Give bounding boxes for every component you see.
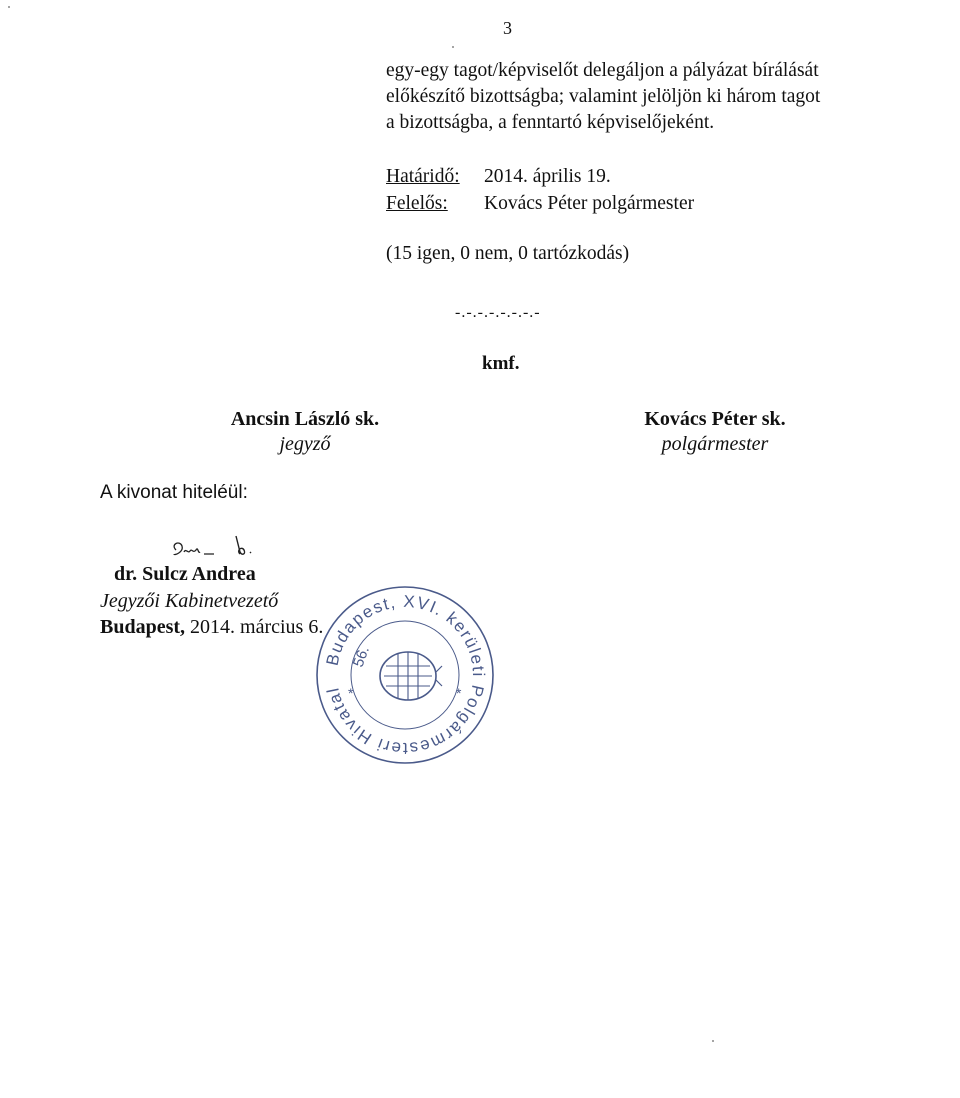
svg-text:56.: 56. (349, 643, 373, 670)
resolution-paragraph (386, 58, 926, 136)
deadline-row (386, 166, 611, 188)
authenticator-name: dr. Sulcz Andrea (114, 563, 256, 585)
authenticator-role: Jegyzői Kabinetvezető (100, 590, 279, 612)
paragraph-line: előkészítő bizottságba; valamint jelöljön ki három tagot (386, 86, 821, 107)
signer-role: polgármester (661, 433, 769, 455)
separator-line: -.-.-.-.-.-.-.- (455, 304, 541, 321)
paragraph-line: egy-egy tagot/képviselőt delegáljon a pályázat bírálását (386, 60, 819, 81)
place-text: Budapest, (100, 616, 186, 638)
authentication-label: A kivonat hiteléül: (100, 482, 248, 503)
official-stamp (310, 580, 500, 770)
scan-speck (712, 1040, 714, 1042)
deadline-label: Határidő: (386, 166, 460, 187)
svg-text:Budapest, XVI. kerületi Polgár: Budapest, XVI. kerületi Polgármesteri Hivatal (322, 591, 489, 759)
coat-of-arms-icon (380, 652, 442, 700)
scan-speck (452, 46, 454, 48)
responsible-value: Kovács Péter polgármester (484, 193, 695, 214)
signer-mayor (600, 408, 830, 456)
page-number: 3 (503, 18, 512, 38)
paragraph-line: a bizottságba, a fenntartó képviselőjeként. (386, 112, 715, 133)
authentication-place-date (100, 616, 323, 639)
deadline-value: 2014. április 19. (484, 166, 611, 187)
kmf-label: kmf. (482, 353, 520, 374)
signer-notary (190, 408, 420, 456)
handwritten-signature (160, 526, 270, 566)
svg-text:*: * (348, 685, 354, 701)
signer-role: jegyző (279, 433, 331, 455)
vote-result: (15 igen, 0 nem, 0 tartózkodás) (386, 243, 630, 264)
responsible-row (386, 193, 694, 215)
signer-name: Kovács Péter sk. (644, 408, 786, 430)
responsible-label: Felelős: (386, 193, 448, 214)
date-text: 2014. március 6. (190, 616, 324, 638)
scan-speck (8, 6, 10, 8)
signer-name: Ancsin László sk. (230, 408, 380, 430)
svg-text:*: * (456, 685, 462, 701)
